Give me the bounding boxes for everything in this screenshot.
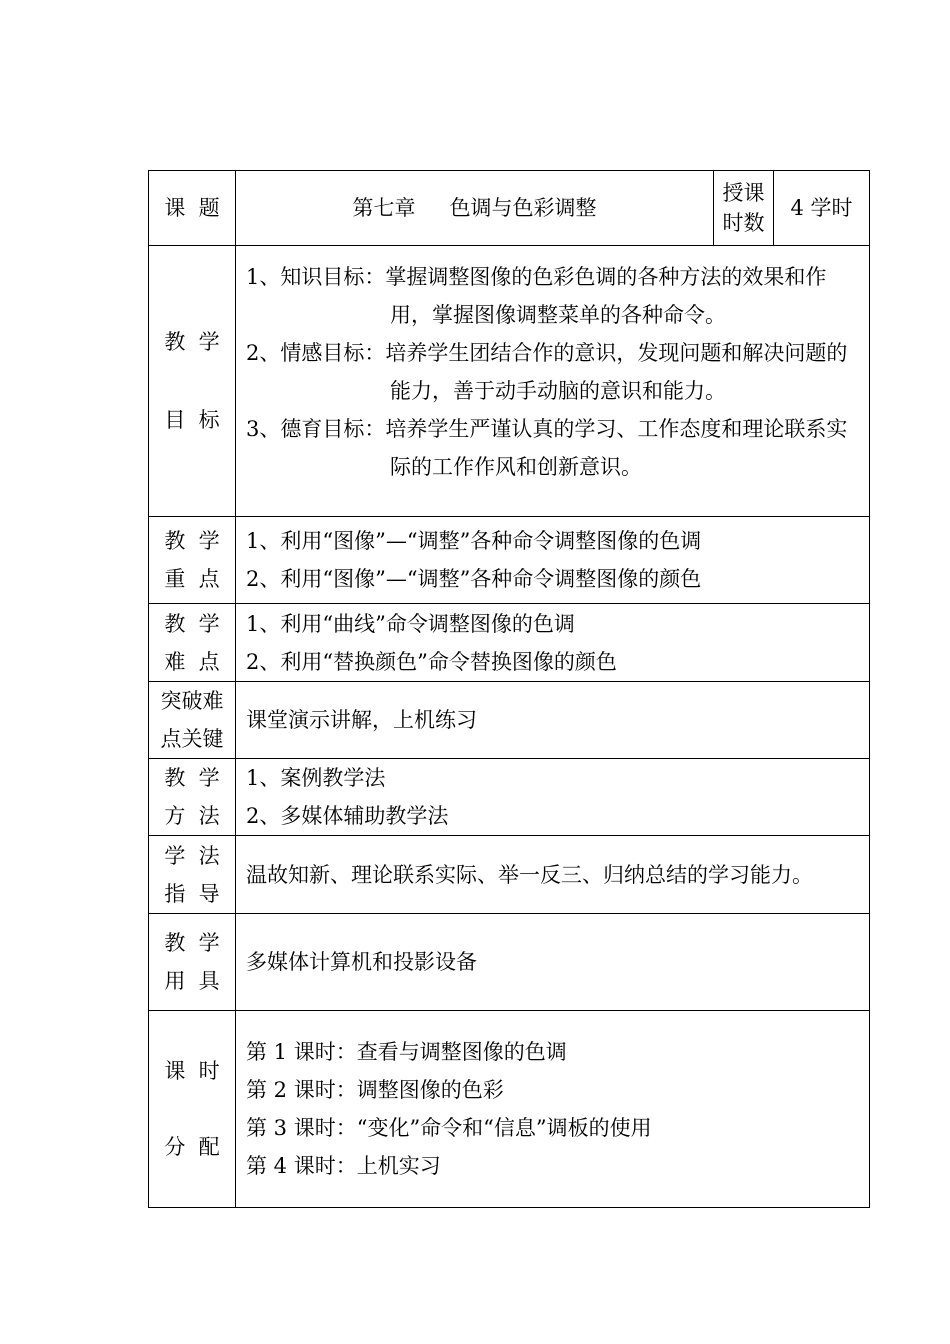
schedule-item: 第 3 课时：“变化”命令和“信息”调板的使用 xyxy=(246,1116,652,1140)
schedule-content xyxy=(236,1011,870,1208)
chapter-number: 第七章 xyxy=(352,196,416,220)
row-tools xyxy=(149,914,870,1011)
difficulties-content xyxy=(236,604,870,682)
hours-value: 4 学时 xyxy=(774,171,870,246)
row-breakthrough xyxy=(149,682,870,759)
hours-label: 授课 时数 xyxy=(714,171,774,246)
breakthrough-content: 课堂演示讲解，上机练习 xyxy=(236,682,870,759)
objectives-content xyxy=(236,246,870,517)
breakthrough-label: 突破难 点关键 xyxy=(149,682,236,759)
difficulty-item: 1、利用“曲线”命令调整图像的色调 xyxy=(246,611,575,636)
row-difficulties xyxy=(149,604,870,682)
key-points-label: 教 学 重 点 xyxy=(149,517,236,604)
schedule-item: 第 4 课时：上机实习 xyxy=(246,1154,441,1178)
row-key-points xyxy=(149,517,870,604)
key-point-item: 1、利用“图像”—“调整”各种命令调整图像的色调 xyxy=(246,529,702,553)
row-guidance xyxy=(149,836,870,914)
topic-label: 课 题 xyxy=(149,171,236,246)
method-item: 2、多媒体辅助教学法 xyxy=(246,804,449,828)
objectives-label: 教 学 目 标 xyxy=(149,246,236,517)
methods-content xyxy=(236,759,870,836)
schedule-item: 第 2 课时：调整图像的色彩 xyxy=(246,1078,504,1102)
key-points-content xyxy=(236,517,870,604)
objective-item: 2、情感目标：培养学生团结合作的意识，发现问题和解决问题的能力，善于动手动脑的意识和能力。 xyxy=(246,341,848,403)
topic-title-cell xyxy=(236,171,714,246)
method-item: 1、案例教学法 xyxy=(246,766,386,790)
schedule-label: 课 时 分 配 xyxy=(149,1011,236,1208)
row-schedule xyxy=(149,1011,870,1208)
guidance-content: 温故知新、理论联系实际、举一反三、归纳总结的学习能力。 xyxy=(236,836,870,914)
row-objectives xyxy=(149,246,870,517)
tools-content: 多媒体计算机和投影设备 xyxy=(236,914,870,1011)
lesson-plan-table xyxy=(148,170,870,1208)
row-methods xyxy=(149,759,870,836)
tools-label: 教 学 用 具 xyxy=(149,914,236,1011)
objective-item: 3、德育目标：培养学生严谨认真的学习、工作态度和理论联系实际的工作作风和创新意识。 xyxy=(246,417,848,479)
guidance-label: 学 法 指 导 xyxy=(149,836,236,914)
chapter-title: 色调与色彩调整 xyxy=(449,196,597,220)
key-point-item: 2、利用“图像”—“调整”各种命令调整图像的颜色 xyxy=(246,567,702,591)
methods-label: 教 学 方 法 xyxy=(149,759,236,836)
difficulties-label: 教 学 难 点 xyxy=(149,604,236,682)
schedule-item: 第 1 课时：查看与调整图像的色调 xyxy=(246,1040,567,1064)
row-topic xyxy=(149,171,870,246)
difficulty-item: 2、利用“替换颜色”命令替换图像的颜色 xyxy=(246,649,617,674)
objective-item: 1、知识目标：掌握调整图像的色彩色调的各种方法的效果和作用，掌握图像调整菜单的各种命令。 xyxy=(246,265,827,327)
